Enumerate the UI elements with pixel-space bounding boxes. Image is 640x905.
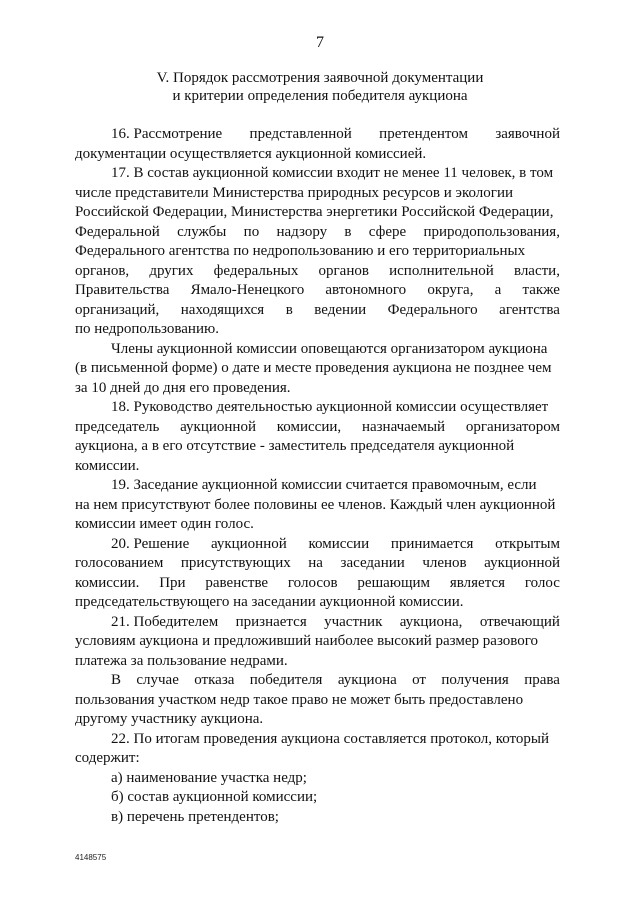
- text-word: голос: [524, 574, 560, 591]
- text-word: Ямало-Ненецкого: [190, 282, 305, 298]
- text-word: аукционной: [210, 535, 287, 552]
- text-word: аукционной: [180, 418, 256, 435]
- text-line: 22. По итогам проведения аукциона составляется протокол, который: [111, 730, 550, 747]
- text-word: заявочной: [495, 126, 560, 142]
- text-word: 21. Победителем: [111, 613, 219, 630]
- text-word: организаций,: [75, 301, 160, 318]
- text-word: равенстве: [205, 574, 269, 591]
- text-line: Федерального агентства по недропользованию и его территориальных: [75, 243, 526, 259]
- text-word: аукциона: [337, 672, 397, 688]
- text-line: за 10 дней до дня его проведения.: [75, 379, 291, 396]
- text-word: Федерального: [387, 301, 478, 318]
- text-word: представленной: [249, 126, 352, 142]
- section-heading-line-1: V. Порядок рассмотрения заявочной документации: [156, 70, 484, 86]
- text-line: [75, 281, 560, 301]
- text-word: аукционной: [484, 555, 560, 571]
- text-word: является: [449, 574, 505, 591]
- text-word: права: [524, 672, 560, 688]
- text-line: Российской Федерации, Министерства энергетики Российской Федерации,: [75, 204, 554, 220]
- text-line: [75, 301, 560, 321]
- text-word: председатель: [75, 418, 160, 435]
- text-word: комиссии: [308, 535, 370, 552]
- text-line: аукциона, а в его отсутствие - заместитель председателя аукционной: [75, 438, 515, 454]
- text-word: Правительства: [75, 282, 170, 298]
- text-word: открытым: [495, 535, 560, 552]
- text-line: [75, 418, 560, 438]
- text-word: решающим: [357, 574, 431, 591]
- text-line: в) перечень претендентов;: [111, 808, 279, 825]
- text-word: в: [285, 301, 293, 318]
- text-line: другому участнику аукциона.: [75, 711, 264, 727]
- text-line: платежа за пользование недрами.: [75, 652, 288, 669]
- text-line: [75, 125, 560, 145]
- text-word: получения: [441, 672, 509, 688]
- text-line: пользования участком недр такое право не может быть предоставлено: [75, 691, 524, 708]
- text-word: комиссии.: [75, 574, 140, 591]
- text-word: ведении: [314, 301, 367, 318]
- page-number: 7: [316, 34, 324, 51]
- text-word: агентства: [499, 301, 560, 318]
- text-word: признается: [235, 613, 307, 630]
- text-line: условиям аукциона и предложивший наиболее высокий размер разового: [75, 633, 539, 649]
- text-word: аукциона,: [399, 613, 463, 630]
- text-line: [75, 535, 560, 555]
- text-line: 17. В состав аукционной комиссии входит не менее 11 человек, в том: [111, 165, 554, 181]
- text-word: а: [494, 282, 502, 298]
- text-word: отказа: [194, 672, 235, 688]
- section-heading: [60, 69, 580, 105]
- text-line: Члены аукционной комиссии оповещаются организатором аукциона: [111, 340, 548, 357]
- text-word: участник: [324, 613, 383, 630]
- text-line: [75, 574, 560, 594]
- text-word: Федеральной: [75, 223, 160, 240]
- text-word: членов: [422, 555, 467, 571]
- text-word: сфере: [368, 223, 407, 240]
- text-word: федеральных: [213, 262, 299, 279]
- text-word: природопользования,: [423, 223, 560, 240]
- text-word: комиссии,: [276, 418, 342, 435]
- text-word: В: [111, 672, 122, 688]
- text-line: содержит:: [75, 750, 140, 766]
- text-word: от: [412, 672, 426, 688]
- text-word: по: [243, 223, 260, 240]
- text-word: округа,: [427, 282, 474, 298]
- text-word: органов: [318, 262, 369, 279]
- text-line: 19. Заседание аукционной комиссии считается правомочным, если: [111, 477, 537, 493]
- text-word: организатором: [465, 418, 560, 435]
- text-line: (в письменной форме) о дате и месте проведения аукциона не позднее чем: [75, 360, 552, 376]
- text-word: на: [308, 555, 323, 571]
- text-line: б) состав аукционной комиссии;: [111, 789, 318, 805]
- text-word: присутствующих: [180, 555, 291, 571]
- text-word: голосованием: [75, 555, 164, 571]
- text-word: службы: [177, 223, 227, 240]
- text-line: 18. Руководство деятельностью аукционной комиссии осуществляет: [111, 399, 549, 415]
- text-line: [75, 223, 560, 243]
- text-line: комиссии.: [75, 457, 140, 474]
- text-word: в: [344, 223, 352, 240]
- text-line: [75, 671, 560, 691]
- text-line: числе представители Министерства природных ресурсов и экологии: [75, 184, 514, 201]
- document-code: 4148575: [75, 853, 107, 862]
- document-body: [75, 125, 560, 827]
- text-word: находящихся: [180, 301, 265, 318]
- text-word: При: [159, 574, 186, 591]
- text-word: органов,: [75, 262, 130, 279]
- text-line: [75, 554, 560, 574]
- text-line: председательствующего на заседании аукционной комиссии.: [75, 594, 464, 610]
- text-line: а) наименование участка недр;: [111, 769, 307, 786]
- text-word: власти,: [513, 262, 560, 279]
- text-line: по недропользованию.: [75, 321, 219, 337]
- text-line: на нем присутствуют более половины ее членов. Каждый член аукционной: [75, 496, 556, 513]
- text-word: других: [149, 262, 194, 279]
- text-word: случае: [136, 672, 179, 688]
- text-word: также: [522, 282, 560, 298]
- text-word: надзору: [276, 223, 328, 240]
- text-line: [75, 613, 560, 633]
- text-word: голосов: [287, 574, 338, 591]
- text-word: исполнительной: [389, 262, 494, 279]
- text-word: 20. Решение: [111, 535, 190, 552]
- text-line: комиссии имеет один голос.: [75, 516, 254, 532]
- text-line: документации осуществляется аукционной комиссией.: [75, 145, 427, 162]
- text-word: назначаемый: [361, 418, 446, 435]
- text-word: отвечающий: [479, 613, 560, 630]
- text-word: принимается: [390, 535, 474, 552]
- text-line: [75, 262, 560, 282]
- text-word: автономного: [325, 282, 407, 298]
- text-word: претендентом: [379, 126, 468, 142]
- text-word: 16. Рассмотрение: [111, 126, 223, 142]
- text-word: победителя: [249, 672, 323, 688]
- text-word: заседании: [340, 555, 405, 571]
- section-heading-line-2: и критерии определения победителя аукциона: [172, 88, 468, 104]
